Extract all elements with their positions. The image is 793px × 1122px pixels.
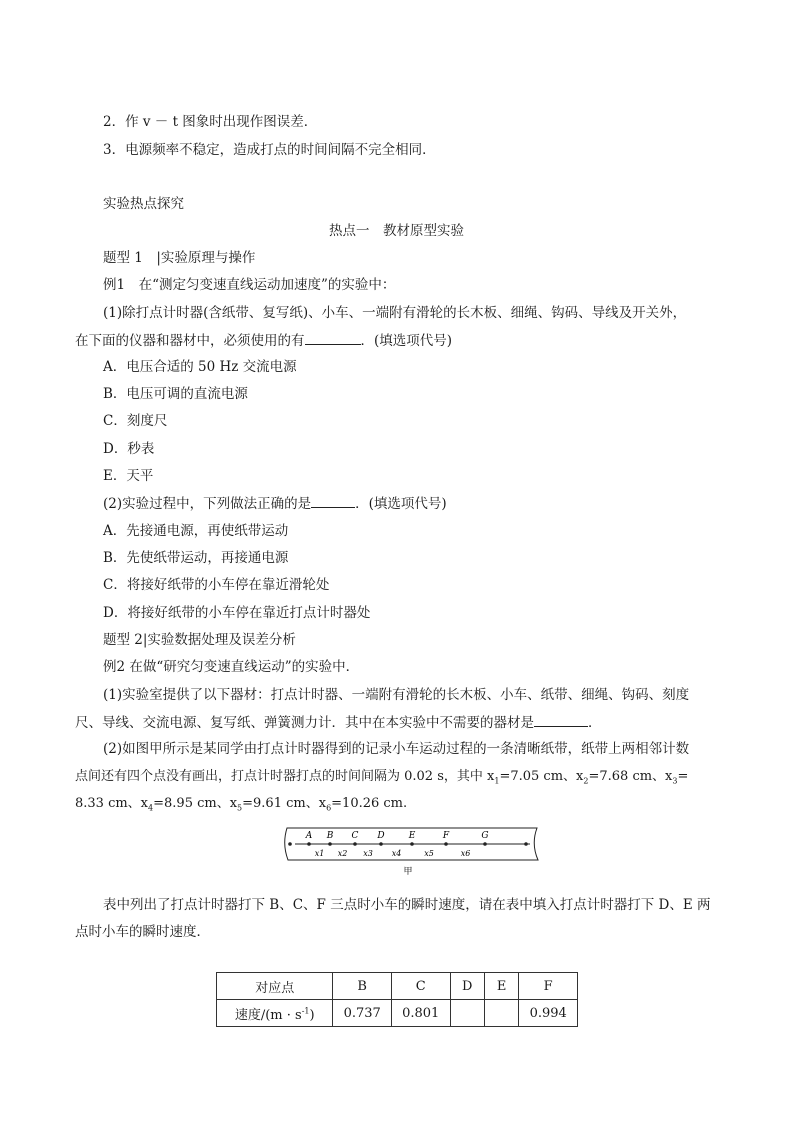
value-cell: 0.994 bbox=[519, 1000, 578, 1027]
q4-text: =8.95 cm、x bbox=[153, 796, 238, 811]
question-2-text: (2)实验过程中，下列做法正确的是 bbox=[103, 496, 312, 512]
header-cell: D bbox=[450, 973, 484, 1000]
question-1-text: 在下面的仪器和器材中，必须使用的有 bbox=[75, 333, 305, 349]
question-4-line-a: (2)如图甲所示是某同学由打点计时器得到的记录小车运动过程的一条清晰纸带，纸带上两相邻计数 bbox=[103, 741, 690, 757]
q4-text: =7.68 cm、x bbox=[588, 769, 673, 784]
option-d: D．秒表 bbox=[103, 441, 155, 457]
tape-point-label: D bbox=[377, 831, 385, 841]
table-header-row bbox=[217, 973, 578, 1000]
tape-segment-label: x4 bbox=[391, 849, 402, 858]
example-1-title: 例1 在“测定匀变速直线运动加速度”的实验中： bbox=[103, 277, 396, 293]
text-line: 3．电源频率不稳定，造成打点的时间间隔不完全相同． bbox=[103, 142, 436, 158]
tape-point-c bbox=[353, 842, 357, 846]
header-cell: F bbox=[519, 973, 578, 1000]
q4-text: 8.33 cm、x bbox=[75, 796, 149, 811]
table-row bbox=[217, 1000, 578, 1027]
superscript: -1 bbox=[301, 1006, 310, 1016]
option-b: B．电压可调的直流电源 bbox=[103, 386, 248, 402]
subscript: 1 bbox=[494, 776, 500, 786]
q4-text: =9.61 cm、x bbox=[242, 796, 327, 811]
q4-text: =7.05 cm、x bbox=[499, 769, 584, 784]
value-cell-blank[interactable] bbox=[484, 1000, 518, 1027]
q4-text: 点间还有四个点没有画出，打点计时器打点的时间间隔为 0.02 s，其中 x bbox=[75, 769, 495, 784]
tape-point-label: C bbox=[351, 831, 359, 841]
velocity-table bbox=[216, 972, 578, 1027]
value-cell-blank[interactable] bbox=[450, 1000, 484, 1027]
question-1-tail: ．(填选项代号) bbox=[360, 333, 453, 349]
question-3-line-b bbox=[75, 712, 602, 733]
header-cell: 对应点 bbox=[217, 973, 333, 1000]
section-title: 实验热点探究 bbox=[103, 196, 184, 212]
row-label-end: ) bbox=[309, 1007, 315, 1023]
header-cell: C bbox=[391, 973, 450, 1000]
tape-point-a bbox=[307, 842, 311, 846]
tape-point-d bbox=[379, 842, 383, 846]
tape-dot-left bbox=[288, 842, 292, 846]
answer-blank[interactable] bbox=[305, 330, 361, 345]
question-3-line-a: (1)实验室提供了以下器材：打点计时器、一端附有滑轮的长木板、小车、纸带、细绳、钩码、刻度 bbox=[103, 687, 690, 703]
option-c: C．刻度尺 bbox=[103, 413, 168, 429]
tape-point-b bbox=[328, 842, 332, 846]
subscript: 6 bbox=[326, 803, 332, 813]
tape-point-g bbox=[483, 842, 487, 846]
hot-topic-title: 热点一 教材原型实验 bbox=[329, 223, 464, 239]
question-1-line-a: (1)除打点计时器(含纸带、复写纸)、小车、一端附有滑轮的长木板、细绳、钩码、导线及开关外， bbox=[103, 305, 687, 321]
question-type-1: 题型 1 |实验原理与操作 bbox=[103, 250, 256, 266]
option-2a: A．先接通电源，再使纸带运动 bbox=[103, 523, 289, 539]
tape-segment-label: x1 bbox=[314, 849, 325, 858]
question-1-line-b bbox=[75, 330, 452, 351]
tape-point-e bbox=[410, 842, 414, 846]
question-3-text: 尺、导线、交流电源、复写纸、弹簧测力计．其中在本实验中不需要的器材是 bbox=[75, 715, 534, 731]
answer-blank[interactable] bbox=[311, 493, 355, 508]
option-e: E．天平 bbox=[103, 468, 154, 484]
table-intro-line-b: 点时小车的瞬时速度． bbox=[75, 924, 210, 940]
tape-segment-label: x2 bbox=[337, 849, 348, 858]
option-2b: B．先使纸带运动，再接通电源 bbox=[103, 550, 289, 566]
table-intro-line-a: 表中列出了打点计时器打下 B、C、F 三点时小车的瞬时速度，请在表中填入打点计时器打下 D、E 两 bbox=[103, 897, 711, 913]
header-cell: B bbox=[333, 973, 392, 1000]
header-cell: E bbox=[484, 973, 518, 1000]
option-2d: D．将接好纸带的小车停在靠近打点计时器处 bbox=[103, 605, 371, 621]
question-3-tail: ． bbox=[588, 715, 602, 731]
tape-dot-right bbox=[524, 842, 528, 846]
value-cell: 0.801 bbox=[391, 1000, 450, 1027]
question-4-line-c bbox=[75, 794, 407, 819]
question-2-tail: ．(填选项代号) bbox=[355, 496, 447, 512]
text-line: 2．作 v － t 图象时出现作图误差． bbox=[103, 114, 318, 130]
row-label: 速度/(m · s bbox=[234, 1007, 302, 1023]
row-label-cell bbox=[217, 1000, 333, 1027]
tape-point-label: A bbox=[305, 831, 313, 841]
subscript: 4 bbox=[148, 803, 154, 813]
question-4-line-b bbox=[75, 767, 688, 792]
figure-caption: 甲 bbox=[403, 867, 413, 877]
option-2c: C．将接好纸带的小车停在靠近滑轮处 bbox=[103, 577, 330, 593]
subscript: 5 bbox=[237, 803, 243, 813]
q4-text: = bbox=[677, 769, 689, 784]
subscript: 2 bbox=[583, 776, 589, 786]
answer-blank[interactable] bbox=[534, 712, 588, 727]
tape-segment-label: x6 bbox=[460, 849, 471, 858]
value-cell: 0.737 bbox=[333, 1000, 392, 1027]
option-a: A．电压合适的 50 Hz 交流电源 bbox=[103, 359, 297, 375]
tape-point-label: B bbox=[326, 831, 334, 841]
paper-tape-figure bbox=[275, 822, 545, 878]
question-type-2: 题型 2|实验数据处理及误差分析 bbox=[103, 632, 296, 648]
tape-segment-label: x3 bbox=[363, 849, 373, 858]
question-2-line bbox=[103, 493, 447, 514]
tape-segment-label: x5 bbox=[424, 849, 434, 858]
tape-point-label: F bbox=[442, 831, 450, 841]
tape-point-f bbox=[444, 842, 448, 846]
tape-point-label: E bbox=[408, 831, 416, 841]
tape-point-label: G bbox=[481, 831, 489, 841]
q4-text: =10.26 cm. bbox=[331, 796, 408, 811]
subscript: 3 bbox=[672, 776, 678, 786]
example-2-title: 例2 在做“研究匀变速直线运动”的实验中． bbox=[103, 659, 360, 675]
